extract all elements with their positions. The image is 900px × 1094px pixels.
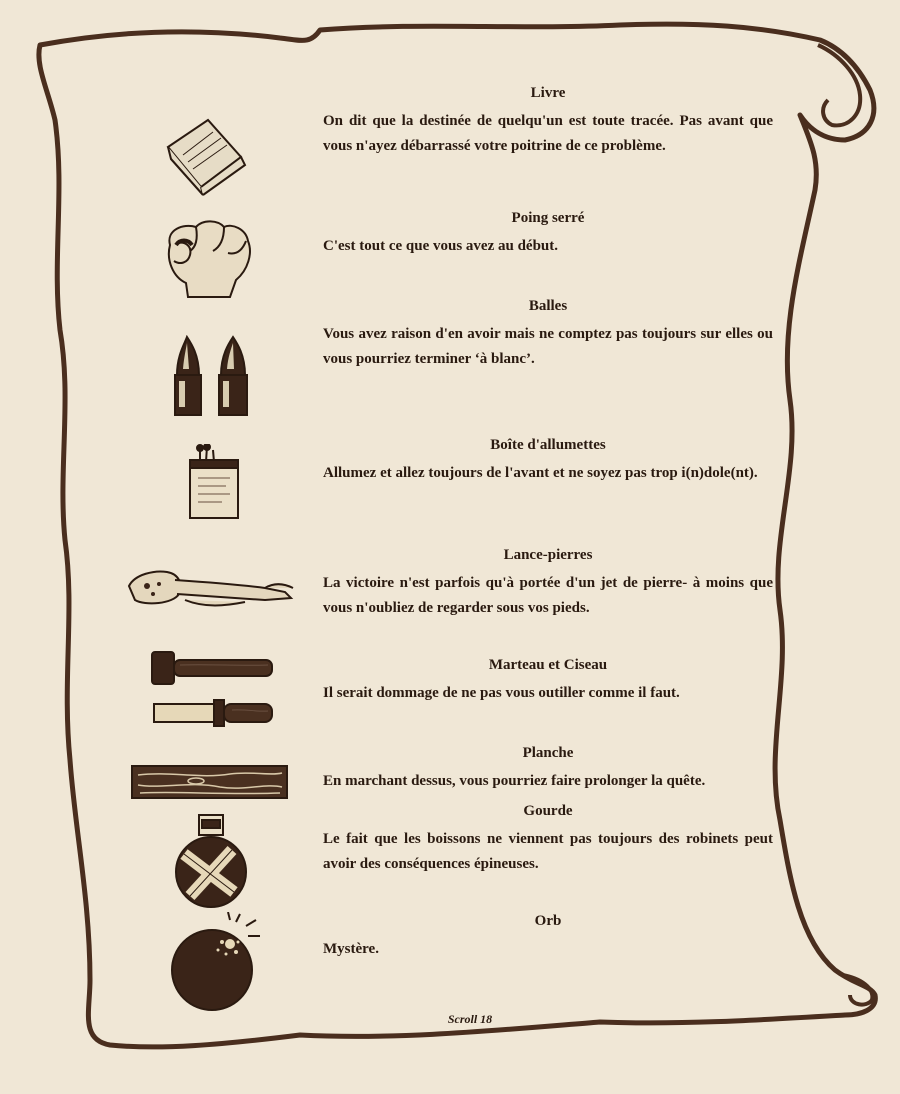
entry-poing-serre [323, 210, 773, 259]
entry-balles [323, 298, 773, 372]
hammer-chisel-icon [150, 650, 275, 728]
entry-marteau-ciseau [323, 657, 773, 706]
entry-planche [323, 745, 773, 794]
orb-icon [168, 912, 264, 1012]
bullets-icon [165, 335, 255, 420]
entry-title: Balles [528, 298, 568, 314]
entry-text: La victoire n'est parfois qu'à portée d'un jet de pierre- à moins que vous n'oubliez de regarder sous vos pieds. [323, 575, 773, 616]
entry-text: Il serait dommage de ne pas vous outiller comme il faut. [323, 685, 680, 701]
entry-title: Lance-pierres [503, 547, 593, 563]
entry-title: Marteau et Ciseau [488, 657, 608, 673]
entry-lance-pierres [323, 547, 773, 621]
entry-text: On dit que la destinée de quelqu'un est toute tracée. Pas avant que vous n'ayez débarrassé votre poitrine de ce problème. [323, 113, 773, 154]
entry-title: Planche [522, 745, 574, 761]
plank-icon [130, 763, 290, 801]
entry-text: Vous avez raison d'en avoir mais ne comptez pas toujours sur elles ou vous pourriez terminer ‘à blanc’. [323, 326, 773, 367]
entry-orb [323, 913, 773, 962]
entry-title: Orb [534, 913, 562, 929]
entry-gourde [323, 803, 773, 877]
entry-title: Boîte d'allumettes [490, 437, 606, 453]
matchbox-icon [186, 444, 242, 522]
entry-title: Poing serré [511, 210, 585, 226]
book-icon [163, 115, 253, 197]
entry-text: Allumez et allez toujours de l'avant et ne soyez pas trop i(n)dole(nt). [323, 465, 758, 481]
fist-icon [158, 215, 254, 300]
slingshot-icon [125, 562, 297, 614]
entry-title: Livre [530, 85, 566, 101]
entry-text: Mystère. [323, 941, 379, 957]
entry-text: En marchant dessus, vous pourriez faire prolonger la quête. [323, 773, 706, 789]
page-footer: Scroll 18 [447, 1012, 493, 1026]
entry-title: Gourde [523, 803, 573, 819]
entry-boite-allumettes [323, 437, 773, 486]
entry-text: Le fait que les boissons ne viennent pas toujours des robinets peut avoir des conséquences épineuses. [323, 831, 773, 872]
gourd-icon [172, 812, 250, 912]
entry-text: C'est tout ce que vous avez au début. [323, 238, 558, 254]
entry-livre [323, 85, 773, 159]
